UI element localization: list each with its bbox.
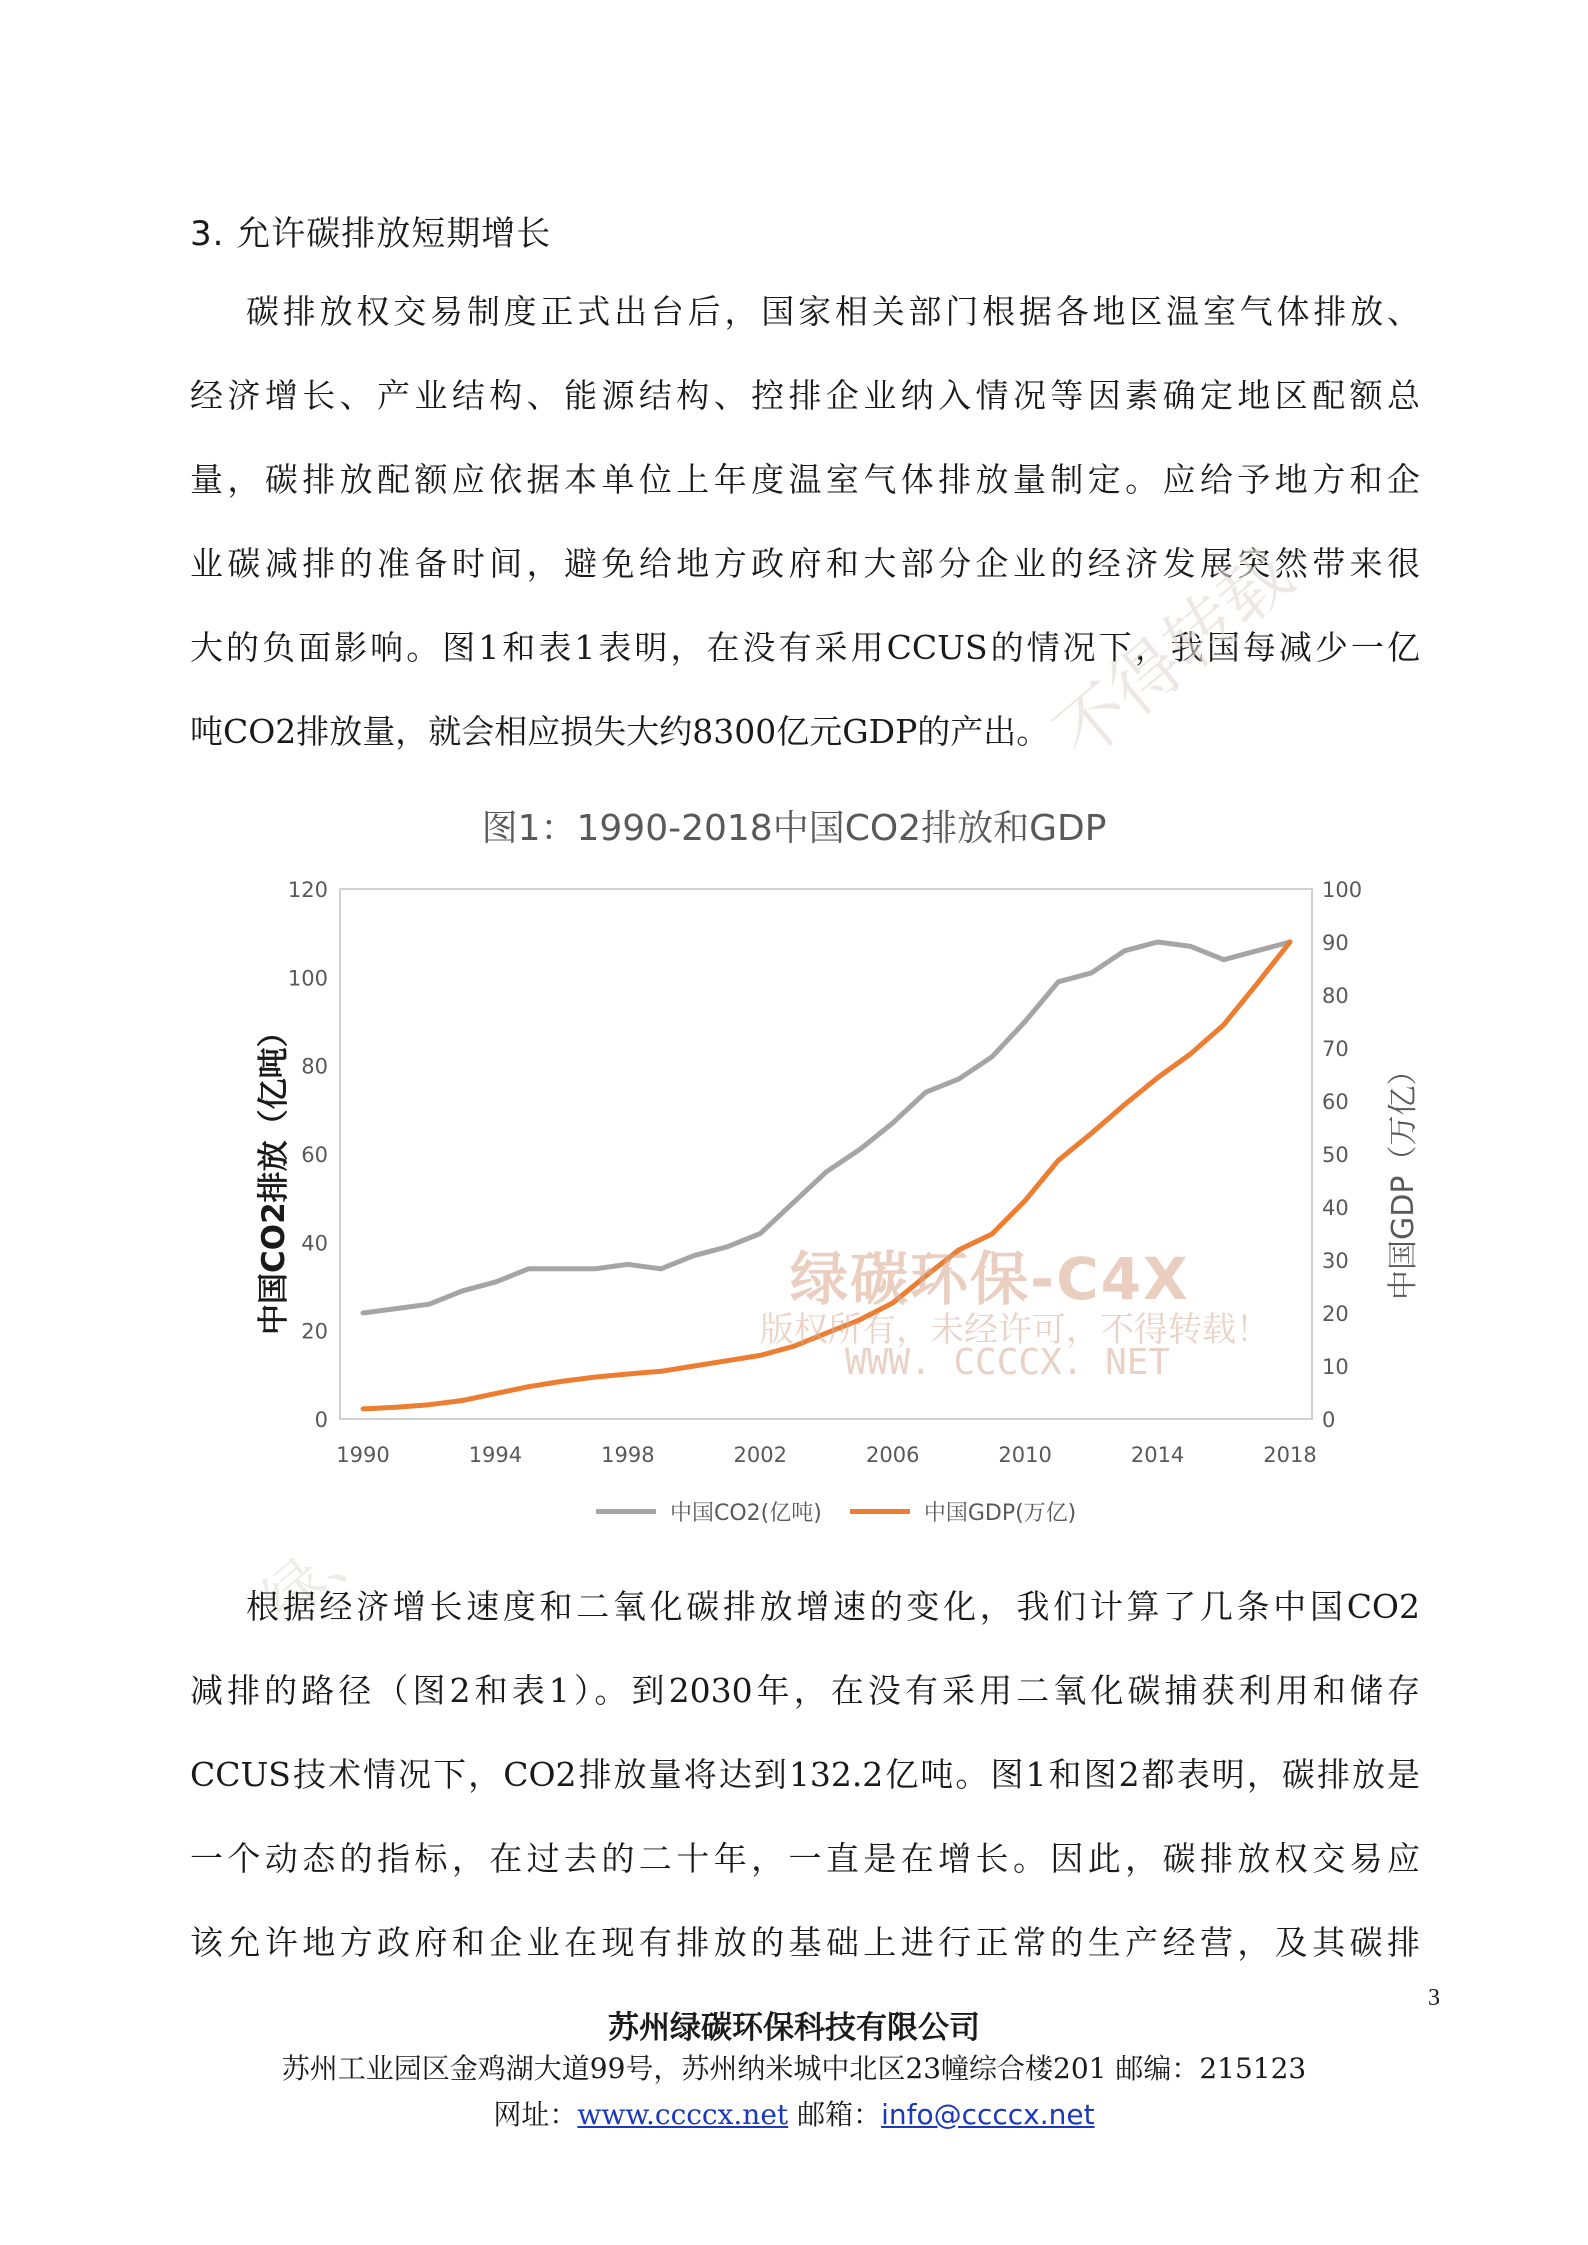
- y-tick-label-left: 40: [301, 1231, 328, 1256]
- y-tick-label-left: 100: [287, 966, 328, 991]
- paragraph-line: 根据经济增长速度和二氧化碳排放增速的变化，我们计算了几条中国CO2: [246, 1587, 1420, 1626]
- y-tick-label-right: 10: [1322, 1355, 1349, 1379]
- x-tick-label: 2006: [865, 1443, 920, 1467]
- x-tick-label: 2010: [998, 1443, 1052, 1467]
- paragraph-line: 大的负面影响。图1和表1表明，在没有采用CCUS的情况下，我国每减少一亿: [190, 628, 1420, 667]
- paragraph-line: 减排的路径（图2和表1）。到2030年，在没有采用二氧化碳捕获利用和储存: [190, 1671, 1420, 1710]
- section-heading: 3. 允许碳排放短期增长: [190, 214, 552, 254]
- watermark-brand: 绿碳环保-C4X: [790, 1245, 1190, 1313]
- x-tick-label: 1994: [468, 1443, 523, 1467]
- legend-label-co2: 中国CO2(亿吨): [670, 1500, 822, 1526]
- y-tick-label-left: 60: [301, 1143, 328, 1167]
- y-tick-label-right: 50: [1322, 1143, 1349, 1167]
- y-tick-label-right: 70: [1322, 1037, 1349, 1061]
- x-tick-label: 2002: [733, 1443, 788, 1467]
- y-tick-label-left: 120: [287, 878, 328, 902]
- website-link[interactable]: www.ccccx.net: [577, 2098, 789, 2131]
- watermark-url: WWW. CCCCX. NET: [845, 1342, 1171, 1383]
- y-tick-label-right: 100: [1322, 878, 1363, 902]
- footer-contact: [0, 2093, 1588, 2133]
- x-tick-label: 2018: [1263, 1443, 1317, 1467]
- email-label: 邮箱：: [788, 2098, 882, 2131]
- paragraph-line: 经济增长、产业结构、能源结构、控排企业纳入情况等因素确定地区配额总: [190, 376, 1420, 415]
- watermark-diagonal-top: 不得转载: [1039, 533, 1308, 777]
- y-tick-label-right: 60: [1322, 1090, 1349, 1114]
- y-tick-label-right: 30: [1322, 1249, 1349, 1273]
- page-number: 3: [1428, 1985, 1440, 2011]
- chart-title: 图1：1990-2018中国CO2排放和GDP: [481, 808, 1107, 849]
- email-link[interactable]: info@ccccx.net: [881, 2098, 1095, 2131]
- y-tick-label-right: 80: [1322, 984, 1349, 1008]
- watermark-copyright: 版权所有，未经许可，不得转载！: [760, 1310, 1270, 1350]
- paragraph-line: 量，碳排放配额应依据本单位上年度温室气体排放量制定。应给予地方和企: [190, 460, 1420, 499]
- chart-legend: [596, 1496, 1076, 1526]
- paragraph-line: 碳排放权交易制度正式出台后，国家相关部门根据各地区温室气体排放、: [246, 292, 1420, 331]
- watermark-diagonal-bottom: 绿、: [249, 1506, 387, 1638]
- x-tick-label: 1990: [336, 1443, 390, 1467]
- legend-label-gdp: 中国GDP(万亿): [923, 1500, 1077, 1526]
- legend-swatch-co2: [596, 1509, 656, 1514]
- y-tick-label-right: 40: [1322, 1196, 1349, 1220]
- website-label: 网址：: [493, 2098, 578, 2131]
- y-tick-label-left: 80: [301, 1054, 328, 1079]
- legend-swatch-gdp: [850, 1509, 910, 1514]
- footer-address: 苏州工业园区金鸡湖大道99号，苏州纳米城中北区23幢综合楼201 邮编：215123: [281, 2052, 1307, 2085]
- footer-company: 苏州绿碳环保科技有限公司: [608, 2010, 980, 2046]
- paragraph-line: CCUS技术情况下，CO2排放量将达到132.2亿吨。图1和图2都表明，碳排放是: [190, 1755, 1420, 1794]
- y-tick-label-right: 20: [1322, 1302, 1349, 1326]
- paragraph-line: 吨CO2排放量，就会相应损失大约8300亿元GDP的产出。: [190, 712, 1050, 751]
- y-tick-label-right: 90: [1322, 931, 1349, 955]
- paragraph-line: 该允许地方政府和企业在现有排放的基础上进行正常的生产经营，及其碳排: [190, 1923, 1420, 1962]
- paragraph-line: 一个动态的指标，在过去的二十年，一直是在增长。因此，碳排放权交易应: [190, 1839, 1420, 1878]
- x-tick-label: 1998: [601, 1443, 655, 1467]
- y-tick-label-left: 20: [301, 1319, 328, 1344]
- x-tick-label: 2014: [1130, 1443, 1185, 1467]
- y-tick-label-right: 0: [1322, 1408, 1336, 1432]
- paragraph-paths: [190, 1565, 1420, 1985]
- y-tick-label-left: 0: [314, 1408, 328, 1432]
- paragraph-line: 业碳减排的准备时间，避免给地方政府和大部分企业的经济发展突然带来很: [190, 544, 1420, 583]
